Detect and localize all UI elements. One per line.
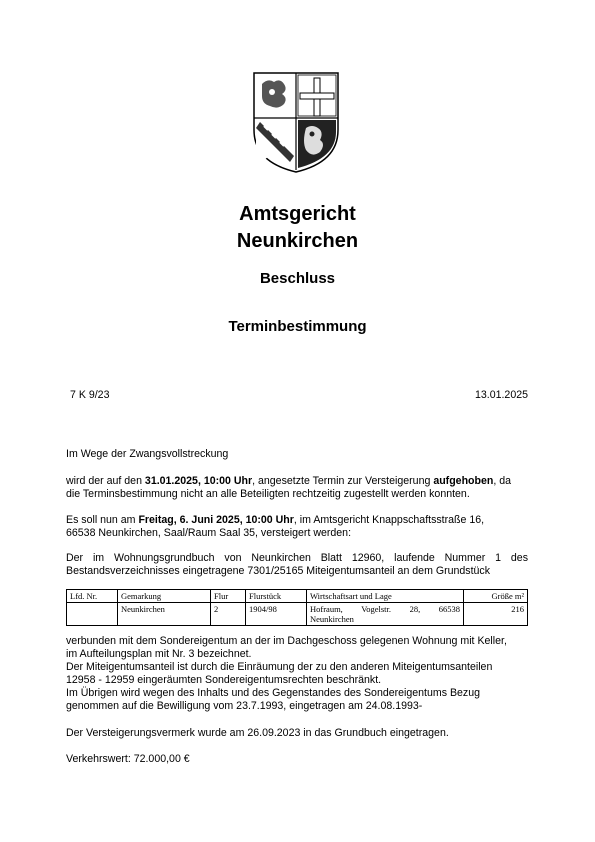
ownership-paragraph: verbunden mit dem Sondereigentum an der im Dachgeschoss gelegenen Wohnung mit Keller, im Aufteilungsplan mit Nr. 3 bezeichnet. Der Miteigentumsanteil ist durch die Einräumung der zu den anderen Miteigentumsanteilen 12958 - 12959 eingeräumten Sondereigentumsrechten beschränkt. Im Übrigen wird wegen des Inhalts und des Gegenstandes des Sondereigentums Bezug genommen auf die Bewilligung vom 23.7.1993, eingetragen am 24.08.1993- — [66, 635, 507, 712]
cancellation-paragraph: wird der auf den 31.01.2025, 10:00 Uhr, angesetzte Termin zur Versteigerung aufgehoben, da die Terminsbestimmung nicht an alle Beteiligten rechtzeitig zugestellt werden konnten. — [66, 475, 512, 500]
table-header: Flurstück — [246, 590, 307, 603]
table-header: Größe m² — [464, 590, 528, 603]
table-cell: 216 — [464, 603, 528, 626]
intro-text: Im Wege der Zwangsvollstreckung — [66, 448, 229, 460]
auction-date-paragraph: Es soll nun am Freitag, 6. Juni 2025, 10:00 Uhr, im Amtsgericht Knappschaftsstraße 16, 66538 Neunkirchen, Saal/Raum Saal 35, versteigert werden: — [66, 514, 485, 539]
table-cell: 1904/98 — [246, 603, 307, 626]
file-number: 7 K 9/23 — [70, 389, 110, 401]
coat-of-arms-icon — [250, 70, 342, 175]
table-row — [67, 603, 528, 626]
table-cell: Neunkirchen — [118, 603, 211, 626]
property-paragraph: Der im Wohnungsgrundbuch von Neunkirchen Blatt 12960, laufende Nummer 1 des Bestandsverzeichnisses eingetragene 7301/25165 Miteigentumsanteil an dem Grundstück — [66, 552, 528, 577]
property-table — [66, 589, 528, 626]
market-value: Verkehrswert: 72.000,00 € — [66, 753, 190, 765]
table-header: Flur — [211, 590, 246, 603]
table-cell: 2 — [211, 603, 246, 626]
table-header: Wirtschaftsart und Lage — [307, 590, 464, 603]
table-cell: Hofraum, Vogelstr. 28, 66538 Neunkirchen — [307, 603, 464, 626]
table-header-row — [67, 590, 528, 603]
table-header: Gemarkung — [118, 590, 211, 603]
document-date: 13.01.2025 — [474, 389, 528, 401]
document-type: Beschluss — [259, 270, 336, 287]
document-subject: Terminbestimmung — [228, 318, 367, 335]
registration-note: Der Versteigerungsvermerk wurde am 26.09.2023 in das Grundbuch eingetragen. — [66, 727, 449, 739]
court-name-line1: Amtsgericht — [239, 203, 356, 225]
court-name-line2: Neunkirchen — [236, 230, 359, 252]
table-header: Lfd. Nr. — [67, 590, 118, 603]
table-cell — [67, 603, 118, 626]
